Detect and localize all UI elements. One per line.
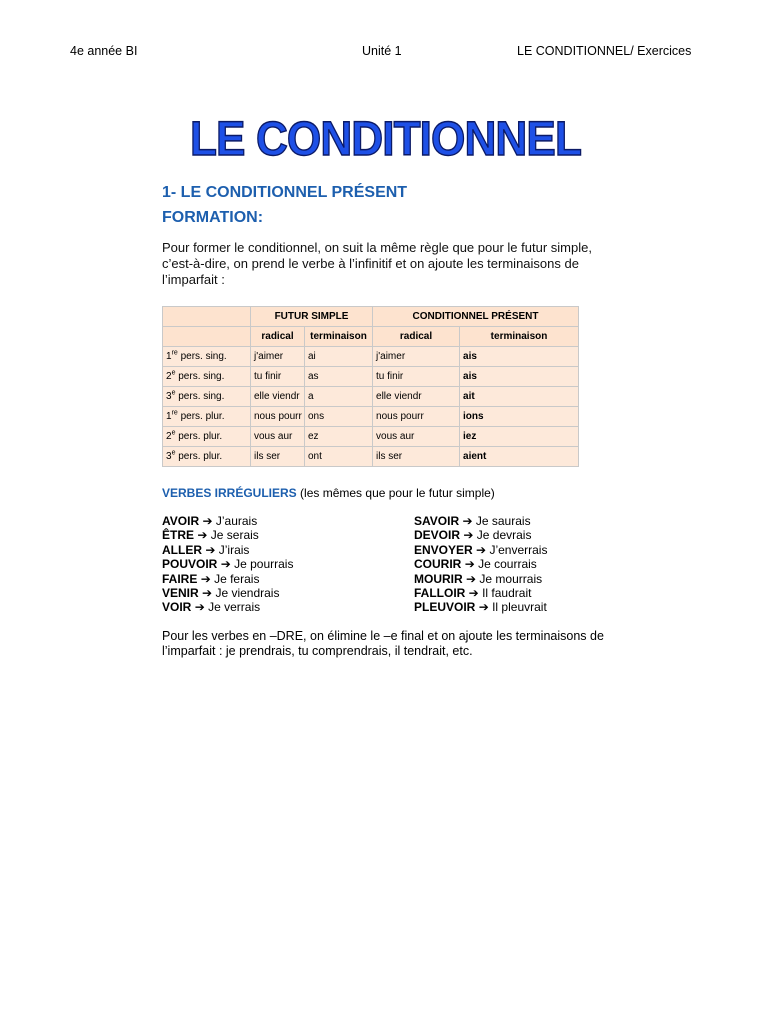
section-title: 1- LE CONDITIONNEL PRÉSENT: [162, 184, 408, 201]
table-corner: [163, 327, 251, 347]
verb-conditional-form: Je serais: [210, 528, 259, 543]
verb-infinitive: DEVOIR: [414, 528, 461, 543]
cp-radical-cell: nous pourr: [373, 407, 460, 427]
fs-termination-cell: ai: [305, 347, 373, 367]
column-header: terminaison: [460, 327, 579, 347]
verb-infinitive: ENVOYER: [414, 542, 473, 557]
cp-radical-cell: elle viendr: [373, 387, 460, 407]
verb-conditional-form: Il faudrait: [482, 586, 532, 601]
irregular-verb-item: [162, 572, 293, 586]
verb-conditional-form: Je devrais: [476, 528, 532, 543]
fs-termination-cell: ont: [305, 447, 373, 467]
person-cell: [163, 347, 251, 367]
arrow-icon: ➔: [468, 586, 479, 601]
arrow-icon: ➔: [200, 571, 211, 586]
irregular-verb-item: [162, 557, 293, 571]
arrow-icon: ➔: [197, 528, 208, 543]
irregular-verb-item: [414, 557, 547, 571]
person-ordinal: re: [171, 349, 178, 357]
person-label: pers. plur.: [178, 431, 223, 442]
person-label: pers. sing.: [180, 351, 227, 362]
column-header: radical: [373, 327, 460, 347]
verb-conditional-form: Je pourrais: [234, 557, 294, 572]
cp-termination-cell: ait: [460, 387, 579, 407]
table-row: [163, 407, 618, 427]
person-number: 2: [166, 431, 172, 442]
fs-radical-cell: vous aur: [251, 427, 305, 447]
person-ordinal: e: [171, 449, 176, 457]
arrow-icon: ➔: [466, 571, 477, 586]
person-ordinal: e: [171, 369, 176, 377]
cp-termination-cell: ais: [460, 347, 579, 367]
person-label: pers. plur.: [178, 451, 223, 462]
arrow-icon: ➔: [476, 542, 487, 557]
arrow-icon: ➔: [194, 600, 205, 615]
irregular-verb-item: [414, 528, 547, 542]
conditionnel-header: CONDITIONNEL PRÉSENT: [373, 307, 579, 327]
verb-infinitive: MOURIR: [414, 571, 463, 586]
fs-termination-cell: ez: [305, 427, 373, 447]
verb-conditional-form: Il pleuvrait: [492, 600, 547, 615]
fs-termination-cell: ons: [305, 407, 373, 427]
table-row: [163, 427, 618, 447]
person-number: 2: [166, 371, 172, 382]
conjugation-rows: [163, 347, 618, 467]
arrow-icon: ➔: [205, 542, 216, 557]
irregular-verb-item: [162, 528, 293, 542]
header-topic: LE CONDITIONNEL/ Exercices: [517, 44, 692, 58]
person-number: 3: [166, 391, 172, 402]
verb-infinitive: SAVOIR: [414, 514, 460, 528]
column-header: terminaison: [305, 327, 373, 347]
verb-conditional-form: Je verrais: [208, 600, 261, 615]
verb-conditional-form: Je mourrais: [479, 571, 543, 586]
table-corner: [163, 307, 251, 327]
person-number: 1: [166, 351, 172, 362]
person-cell: [163, 407, 251, 427]
irregular-verb-item: [414, 543, 547, 557]
person-label: pers. plur.: [180, 411, 225, 422]
verb-infinitive: POUVOIR: [162, 557, 218, 572]
irregular-verb-item: [414, 514, 547, 528]
irregular-verb-item: [414, 572, 547, 586]
fs-radical-cell: ils ser: [251, 447, 305, 467]
person-cell: [163, 447, 251, 467]
irregular-verb-item: [414, 600, 547, 614]
cp-radical-cell: j'aimer: [373, 347, 460, 367]
person-cell: [163, 427, 251, 447]
futur-simple-header: FUTUR SIMPLE: [251, 307, 373, 327]
page-title: LE CONDITIONNEL: [190, 113, 581, 166]
table-row: [163, 367, 618, 387]
verb-infinitive: ALLER: [162, 542, 202, 557]
cp-termination-cell: ions: [460, 407, 579, 427]
verb-infinitive: PLEUVOIR: [414, 600, 476, 615]
irregular-verbs-right: [414, 514, 547, 615]
fs-radical-cell: nous pourr: [251, 407, 305, 427]
arrow-icon: ➔: [463, 528, 474, 543]
irregular-verbs-left: [162, 514, 293, 615]
table-row: [163, 347, 618, 367]
fs-termination-cell: as: [305, 367, 373, 387]
verb-conditional-form: Je courrais: [478, 557, 537, 572]
verb-conditional-form: J’aurais: [215, 514, 258, 528]
fs-termination-cell: a: [305, 387, 373, 407]
cp-radical-cell: tu finir: [373, 367, 460, 387]
person-ordinal: e: [171, 389, 176, 397]
verb-infinitive: AVOIR: [162, 514, 200, 528]
verb-infinitive: COURIR: [414, 557, 462, 572]
header-unit: Unité 1: [362, 44, 402, 58]
person-number: 1: [166, 411, 172, 422]
arrow-icon: ➔: [478, 600, 489, 615]
page-header: [0, 44, 768, 64]
person-number: 3: [166, 451, 172, 462]
person-label: pers. sing.: [178, 371, 225, 382]
intro-paragraph: Pour former le conditionnel, on suit la même règle que pour le futur simple, c’est-à-dire, on prend le verbe à l’infinitif et on ajoute les terminaisons de l’imparfait :: [162, 240, 592, 287]
fs-radical-cell: elle viendr: [251, 387, 305, 407]
header-level: 4e année BI: [70, 44, 138, 58]
verb-conditional-form: Je saurais: [475, 514, 531, 528]
verb-conditional-form: Je ferais: [214, 571, 260, 586]
table-row: [163, 387, 618, 407]
fs-radical-cell: tu finir: [251, 367, 305, 387]
column-header: radical: [251, 327, 305, 347]
cp-termination-cell: aient: [460, 447, 579, 467]
arrow-icon: ➔: [464, 557, 475, 572]
cp-termination-cell: ais: [460, 367, 579, 387]
cp-termination-cell: iez: [460, 427, 579, 447]
irregular-verb-item: [414, 586, 547, 600]
arrow-icon: ➔: [220, 557, 231, 572]
irregular-verb-item: [162, 514, 293, 528]
fs-radical-cell: j'aimer: [251, 347, 305, 367]
person-ordinal: e: [171, 429, 176, 437]
verb-infinitive: VOIR: [162, 600, 192, 615]
person-ordinal: re: [171, 409, 178, 417]
person-cell: [163, 387, 251, 407]
irregular-verb-item: [162, 600, 293, 614]
arrow-icon: ➔: [202, 586, 213, 601]
verb-infinitive: ÊTRE: [162, 528, 195, 543]
verb-infinitive: FAIRE: [162, 571, 198, 586]
irregular-verb-item: [162, 586, 293, 600]
verb-conditional-form: J’enverrais: [489, 542, 548, 557]
irregular-title: VERBES IRRÉGULIERS: [162, 486, 297, 500]
verb-conditional-form: Je viendrais: [215, 586, 280, 601]
verb-infinitive: VENIR: [162, 586, 199, 601]
verb-conditional-form: J’irais: [218, 542, 250, 557]
formation-title: FORMATION:: [162, 209, 264, 226]
irregular-verb-item: [162, 543, 293, 557]
verb-infinitive: FALLOIR: [414, 586, 466, 601]
conjugation-table: [162, 306, 618, 467]
irregular-heading: [162, 486, 495, 500]
arrow-icon: ➔: [462, 514, 473, 528]
person-cell: [163, 367, 251, 387]
table-row: [163, 447, 618, 467]
cp-radical-cell: ils ser: [373, 447, 460, 467]
arrow-icon: ➔: [202, 514, 213, 528]
cp-radical-cell: vous aur: [373, 427, 460, 447]
irregular-note: (les mêmes que pour le futur simple): [300, 486, 495, 500]
person-label: pers. sing.: [178, 391, 225, 402]
dre-note: Pour les verbes en –DRE, on élimine le –e final et on ajoute les terminaisons de l’imparfait : je prendrais, tu comprendrais, il tendrait, etc.: [162, 629, 604, 658]
